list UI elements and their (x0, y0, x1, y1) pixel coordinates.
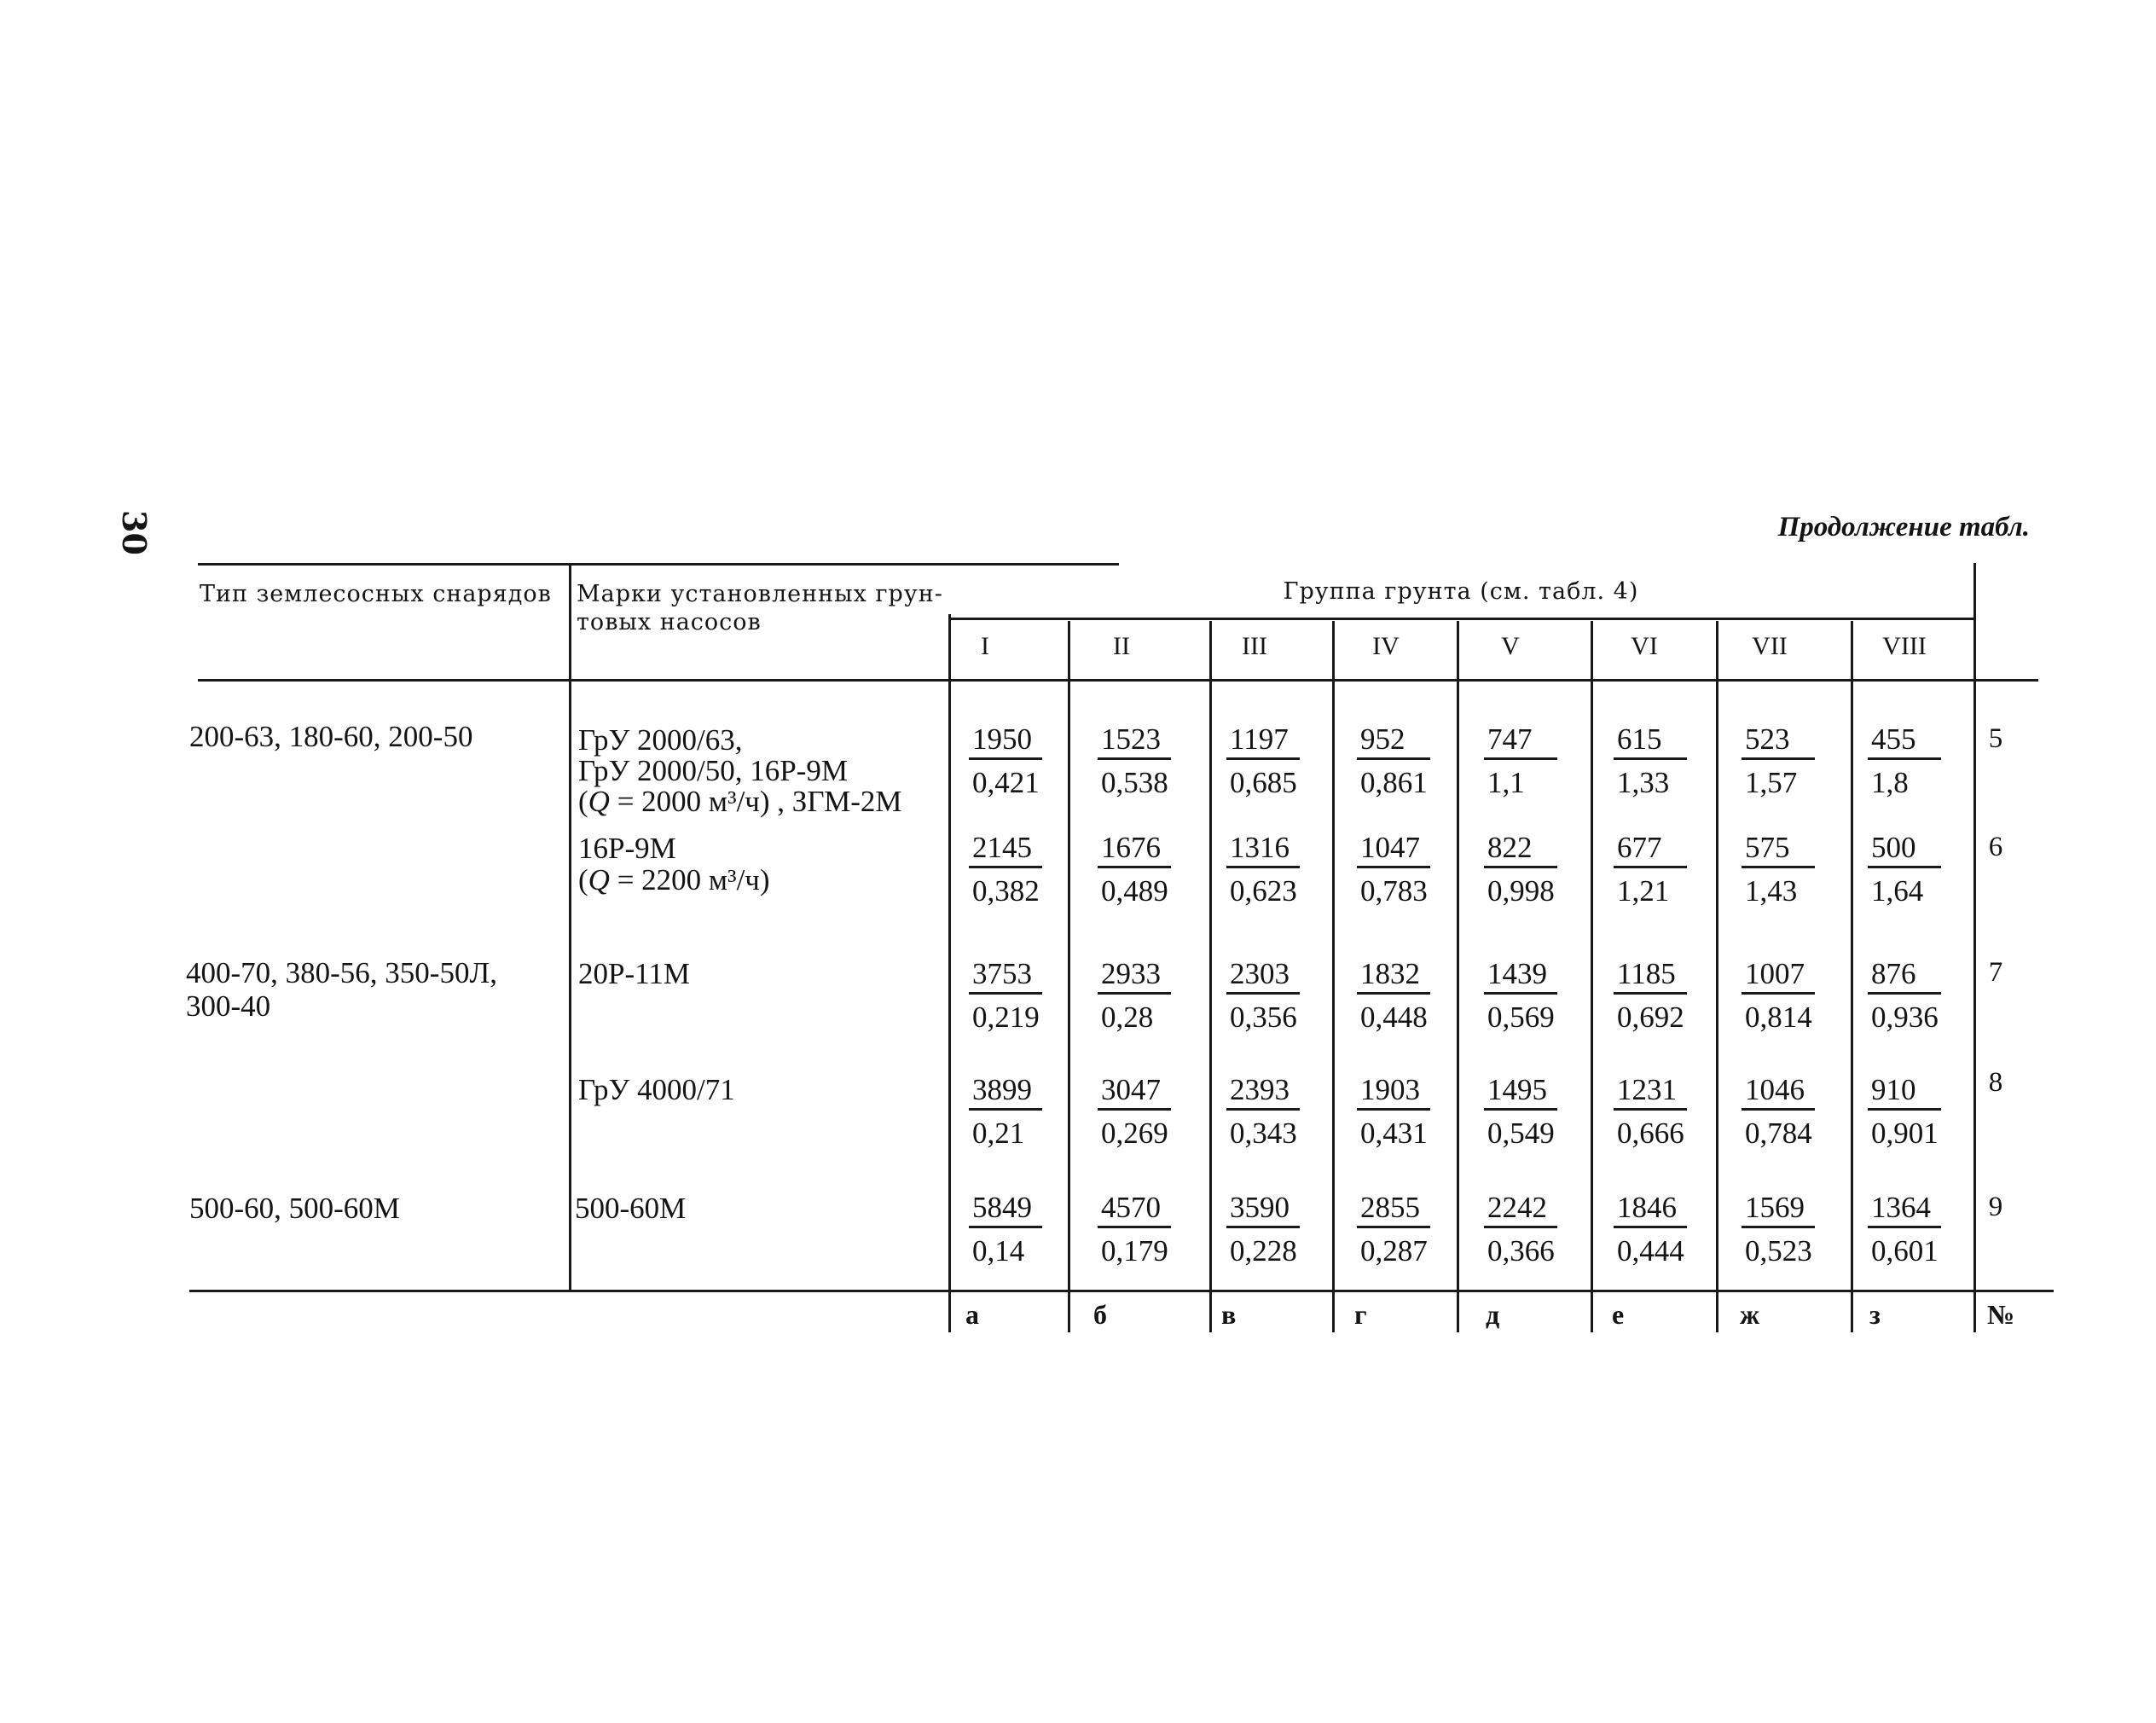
coefficient-value: 0,692 (1617, 1001, 1684, 1034)
productivity-value: 1846 (1614, 1190, 1687, 1228)
header-type: Тип землесосных снарядов (200, 581, 552, 607)
fraction-cell (1868, 722, 1946, 801)
table-top-rule (198, 563, 1119, 566)
productivity-value: 500 (1868, 830, 1941, 868)
header-roman-2: II (1113, 632, 1130, 660)
group-top-rule (948, 618, 1973, 620)
footer-letter: в (1221, 1299, 1237, 1330)
fraction-cell (1357, 722, 1435, 801)
col-divider (1851, 621, 1853, 1332)
fraction-cell (1226, 1072, 1305, 1152)
dredge-type: 400-70, 380-56, 350-50Л, (186, 956, 497, 989)
header-roman-8: VIII (1882, 632, 1927, 660)
coefficient-value: 0,489 (1101, 874, 1168, 908)
fraction-cell (1868, 956, 1946, 1036)
productivity-value: 2303 (1226, 956, 1300, 995)
table-bottom-rule (189, 1290, 2054, 1292)
productivity-value: 1676 (1098, 830, 1171, 868)
coefficient-value: 0,382 (972, 874, 1040, 908)
productivity-value: 876 (1868, 956, 1941, 995)
coefficient-value: 1,1 (1487, 766, 1525, 799)
fraction-cell (1614, 830, 1692, 909)
footer-letter: з (1869, 1299, 1881, 1330)
productivity-value: 5849 (969, 1190, 1042, 1228)
coefficient-value: 0,901 (1871, 1117, 1939, 1150)
fraction-cell (969, 1072, 1047, 1152)
productivity-value: 677 (1614, 830, 1687, 868)
productivity-value: 1316 (1226, 830, 1300, 868)
pump-brand: ГрУ 2000/63, (578, 723, 743, 757)
coefficient-value: 1,8 (1871, 766, 1909, 799)
productivity-value: 822 (1484, 830, 1557, 868)
coefficient-value: 0,601 (1871, 1234, 1939, 1268)
fraction-cell (1742, 830, 1820, 909)
productivity-value: 4570 (1098, 1190, 1171, 1228)
productivity-value: 2242 (1484, 1190, 1557, 1228)
coefficient-value: 0,685 (1230, 766, 1297, 799)
coefficient-value: 1,57 (1745, 766, 1798, 799)
pump-brand: (Q = 2000 м³/ч) , ЗГМ-2М (578, 785, 902, 818)
pump-brand: ГрУ 2000/50, 16Р-9М (578, 754, 849, 787)
coefficient-value: 0,269 (1101, 1117, 1168, 1150)
coefficient-value: 1,43 (1745, 874, 1798, 908)
productivity-value: 1439 (1484, 956, 1557, 995)
header-roman-1: I (981, 632, 989, 660)
coefficient-value: 0,14 (972, 1234, 1025, 1268)
productivity-value: 3047 (1098, 1072, 1171, 1111)
fraction-cell (1098, 1190, 1176, 1269)
group-block-left-divider (948, 614, 951, 1332)
fraction-cell (1484, 722, 1562, 801)
header-roman-3: III (1242, 632, 1267, 660)
footer-number-header: № (1987, 1299, 2015, 1330)
row-number: 5 (1988, 723, 2003, 754)
fraction-cell (1484, 830, 1562, 909)
productivity-value: 1046 (1742, 1072, 1815, 1111)
productivity-value: 615 (1614, 722, 1687, 760)
productivity-value: 3590 (1226, 1190, 1300, 1228)
footer-letter: а (965, 1299, 979, 1330)
fraction-cell (1614, 1072, 1692, 1152)
footer-letter: д (1486, 1299, 1500, 1330)
productivity-value: 1047 (1357, 830, 1430, 868)
coefficient-value: 0,366 (1487, 1234, 1555, 1268)
productivity-value: 2393 (1226, 1072, 1300, 1111)
productivity-value: 1950 (969, 722, 1042, 760)
footer-letter: ж (1740, 1299, 1760, 1330)
coefficient-value: 0,569 (1487, 1001, 1555, 1034)
coefficient-value: 0,936 (1871, 1001, 1939, 1034)
coefficient-value: 0,783 (1360, 874, 1428, 908)
fraction-cell (1868, 1072, 1946, 1152)
number-column-divider (1973, 563, 1976, 1332)
productivity-value: 1523 (1098, 722, 1171, 760)
pump-brand: 16Р-9М (578, 832, 676, 865)
coefficient-value: 0,228 (1230, 1234, 1297, 1268)
fraction-cell (969, 1190, 1047, 1269)
fraction-cell (1098, 1072, 1176, 1152)
fraction-cell (1226, 722, 1305, 801)
coefficient-value: 0,28 (1101, 1001, 1154, 1034)
fraction-cell (1226, 830, 1305, 909)
pump-brand: 20Р-11М (578, 957, 690, 990)
coefficient-value: 0,784 (1745, 1117, 1812, 1150)
productivity-value: 1007 (1742, 956, 1815, 995)
fraction-cell (1742, 1190, 1820, 1269)
header-roman-6: VI (1631, 632, 1658, 660)
header-bottom-rule (198, 679, 2038, 682)
coefficient-value: 0,861 (1360, 766, 1428, 799)
coefficient-value: 1,33 (1617, 766, 1670, 799)
row-number: 9 (1988, 1192, 2003, 1222)
coefficient-value: 1,64 (1871, 874, 1924, 908)
fraction-cell (1614, 722, 1692, 801)
productivity-value: 2145 (969, 830, 1042, 868)
fraction-cell (969, 830, 1047, 909)
row-number: 6 (1988, 832, 2003, 862)
fraction-cell (1357, 1190, 1435, 1269)
fraction-cell (1868, 830, 1946, 909)
fraction-cell (1484, 1072, 1562, 1152)
row-number: 8 (1988, 1067, 2003, 1098)
productivity-value: 1231 (1614, 1072, 1687, 1111)
dredge-type: 500-60, 500-60М (189, 1192, 400, 1225)
pump-brand: 500-60М (575, 1192, 687, 1225)
fraction-cell (969, 722, 1047, 801)
coefficient-value: 0,219 (972, 1001, 1040, 1034)
coefficient-value: 0,814 (1745, 1001, 1812, 1034)
fraction-cell (1614, 1190, 1692, 1269)
fraction-cell (1484, 956, 1562, 1036)
productivity-value: 747 (1484, 722, 1557, 760)
coefficient-value: 0,356 (1230, 1001, 1297, 1034)
coefficient-value: 0,523 (1745, 1234, 1812, 1268)
col-divider (1457, 621, 1459, 1332)
dredge-type: 200-63, 180-60, 200-50 (189, 720, 473, 753)
productivity-value: 1495 (1484, 1072, 1557, 1111)
col-divider (1716, 621, 1718, 1332)
pump-brand: (Q = 2200 м³/ч) (578, 863, 770, 896)
footer-letter: е (1612, 1299, 1625, 1330)
fraction-cell (1357, 956, 1435, 1036)
productivity-value: 575 (1742, 830, 1815, 868)
productivity-value: 1569 (1742, 1190, 1815, 1228)
productivity-value: 1364 (1868, 1190, 1941, 1228)
fraction-cell (1357, 1072, 1435, 1152)
fraction-cell (1484, 1190, 1562, 1269)
coefficient-value: 0,998 (1487, 874, 1555, 908)
fraction-cell (1226, 956, 1305, 1036)
coefficient-value: 0,179 (1101, 1234, 1168, 1268)
pump-brand: ГрУ 4000/71 (578, 1073, 735, 1106)
col-divider (1591, 621, 1593, 1332)
fraction-cell (969, 956, 1047, 1036)
type-column-divider (569, 563, 571, 1290)
header-roman-4: IV (1372, 632, 1400, 660)
coefficient-value: 0,343 (1230, 1117, 1297, 1150)
col-divider (1209, 621, 1212, 1332)
header-brands-line2: товых насосов (577, 609, 762, 635)
header-roman-5: V (1501, 632, 1520, 660)
productivity-value: 1197 (1226, 722, 1300, 760)
fraction-cell (1868, 1190, 1946, 1269)
coefficient-value: 0,431 (1360, 1117, 1428, 1150)
productivity-value: 3753 (969, 956, 1042, 995)
productivity-value: 1832 (1357, 956, 1430, 995)
header-roman-7: VII (1752, 632, 1788, 660)
fraction-cell (1614, 956, 1692, 1036)
fraction-cell (1098, 956, 1176, 1036)
fraction-cell (1098, 722, 1176, 801)
productivity-value: 910 (1868, 1072, 1941, 1111)
coefficient-value: 0,444 (1617, 1234, 1684, 1268)
table-caption: Продолжение табл. (1777, 512, 2030, 542)
col-divider (1332, 621, 1335, 1332)
footer-letter: г (1354, 1299, 1367, 1330)
header-soil-group: Группа грунта (см. табл. 4) (1283, 578, 1639, 605)
productivity-value: 523 (1742, 722, 1815, 760)
productivity-value: 2933 (1098, 956, 1171, 995)
coefficient-value: 0,287 (1360, 1234, 1428, 1268)
productivity-value: 2855 (1357, 1190, 1430, 1228)
fraction-cell (1742, 956, 1820, 1036)
coefficient-value: 1,21 (1617, 874, 1670, 908)
productivity-value: 952 (1357, 722, 1430, 760)
coefficient-value: 0,21 (972, 1117, 1025, 1150)
fraction-cell (1742, 1072, 1820, 1152)
fraction-cell (1742, 722, 1820, 801)
coefficient-value: 0,623 (1230, 874, 1297, 908)
footer-letter: б (1093, 1299, 1107, 1330)
productivity-value: 3899 (969, 1072, 1042, 1111)
fraction-cell (1098, 830, 1176, 909)
coefficient-value: 0,538 (1101, 766, 1168, 799)
col-divider (1068, 621, 1070, 1332)
row-number: 7 (1988, 957, 2003, 988)
header-brands-line1: Марки установленных грун- (577, 581, 943, 607)
fraction-cell (1357, 830, 1435, 909)
productivity-value: 455 (1868, 722, 1941, 760)
productivity-value: 1185 (1614, 956, 1687, 995)
page-number: 30 (115, 510, 154, 555)
coefficient-value: 0,421 (972, 766, 1040, 799)
productivity-value: 1903 (1357, 1072, 1430, 1111)
coefficient-value: 0,549 (1487, 1117, 1555, 1150)
coefficient-value: 0,448 (1360, 1001, 1428, 1034)
coefficient-value: 0,666 (1617, 1117, 1684, 1150)
fraction-cell (1226, 1190, 1305, 1269)
dredge-type: 300-40 (186, 989, 271, 1023)
